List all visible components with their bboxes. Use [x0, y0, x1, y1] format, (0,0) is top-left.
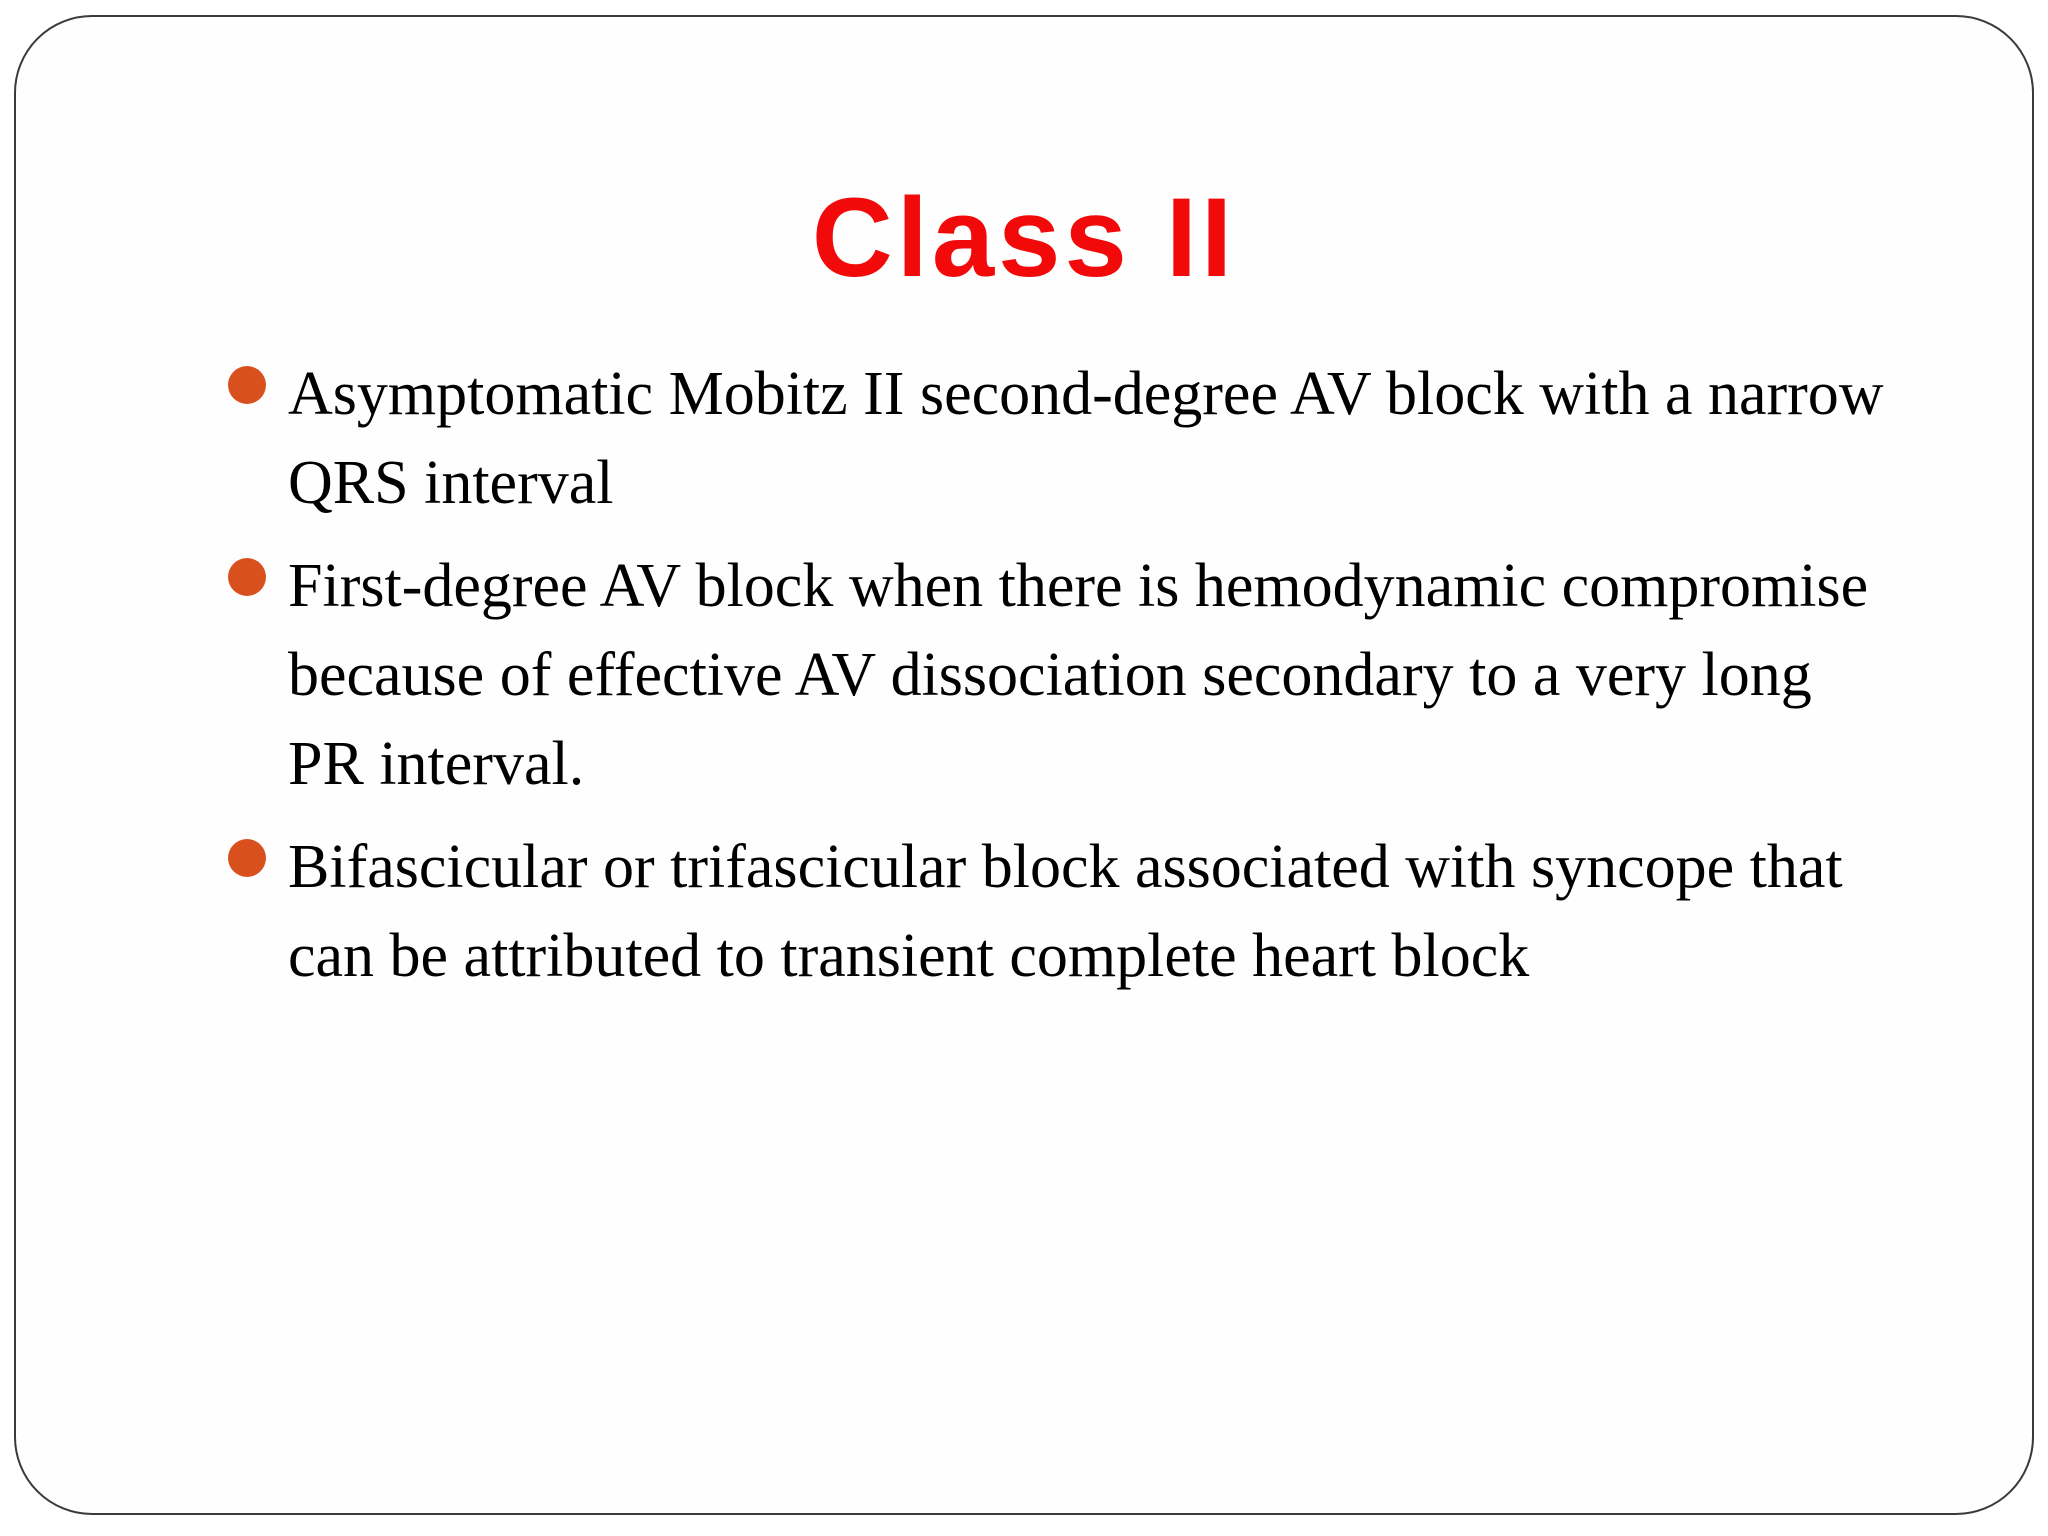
bullet-dot-icon — [228, 558, 266, 596]
bullet-item — [228, 350, 1888, 528]
bullet-dot-icon — [228, 839, 266, 877]
bullet-text: Asymptomatic Mobitz II second-degree AV block with a narrow QRS interval — [288, 360, 1884, 517]
bullet-text: First-degree AV block when there is hemodynamic compromise because of effective AV dissociation secondary to a very long PR interval. — [288, 552, 1869, 798]
slide-title: Class II — [811, 175, 1237, 300]
bullet-list — [228, 350, 1888, 1015]
bullet-item — [228, 542, 1888, 809]
bullet-dot-icon — [228, 366, 266, 404]
bullet-item — [228, 823, 1888, 1001]
bullet-text: Bifascicular or trifascicular block associated with syncope that can be attributed to transient complete heart block — [288, 833, 1843, 990]
